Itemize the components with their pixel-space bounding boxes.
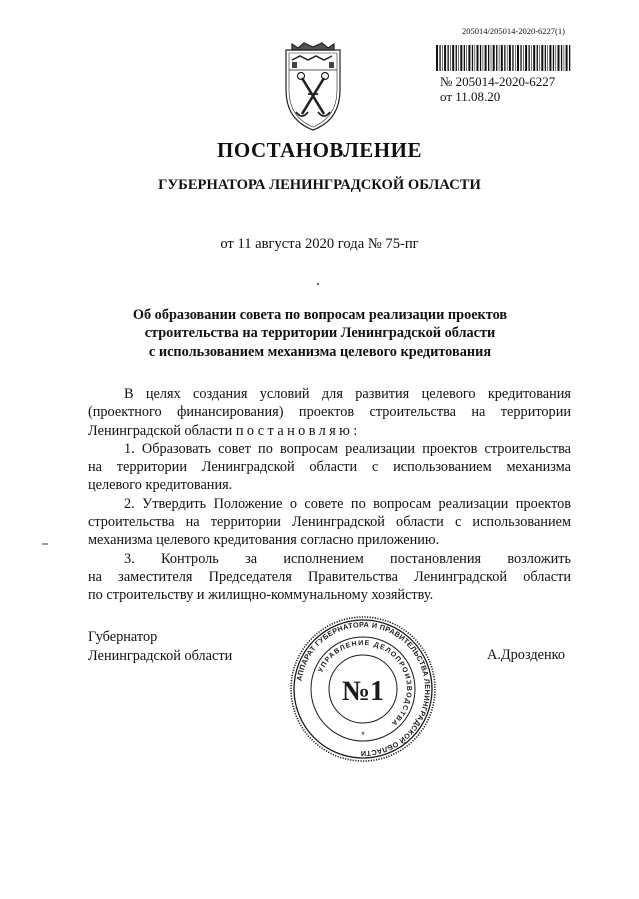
body-line: по строительству и жилищно-коммунальному хозяйству. xyxy=(88,587,434,604)
body-line: механизма целевого кредитования согласно приложению. xyxy=(88,532,440,549)
seal-number: №1 xyxy=(341,676,385,707)
body-line: 1. Образовать совет по вопросам реализации проектов строительства xyxy=(124,440,571,457)
position-line: Ленинградской области xyxy=(88,648,233,664)
body-line: 3. Контроль за исполнением постановления возложить xyxy=(124,550,571,567)
registration-info xyxy=(440,74,555,104)
document-body xyxy=(88,385,571,605)
heading-line: Об образовании совета по вопросам реализации проектов xyxy=(132,307,508,323)
body-line: (проектного финансирования) проектов строительства на территории xyxy=(88,404,571,421)
body-line: В целях создания условий для развития целевого кредитования xyxy=(124,386,571,402)
document-title: ПОСТАНОВЛЕНИЕ xyxy=(217,138,422,162)
position-line: Губернатор xyxy=(88,629,158,645)
margin-mark xyxy=(42,543,48,545)
official-seal-stamp xyxy=(288,614,438,764)
document-date-line: от 11 августа 2020 года № 75-пг xyxy=(220,236,419,252)
body-line xyxy=(88,422,571,440)
body-line: 2. Утвердить Положение о совете по вопросам реализации проектов xyxy=(124,495,571,512)
seal-star: * xyxy=(361,730,365,740)
heading-line: с использованием механизма целевого кредитования xyxy=(148,343,492,360)
leningrad-oblast-coat-of-arms-icon xyxy=(278,42,348,134)
document-id-top: 205014/205014-2020-6227(1) xyxy=(462,26,565,36)
resolution-word: постановляю: xyxy=(235,422,361,439)
decorative-dot xyxy=(317,283,319,285)
registration-date: от 11.08.20 xyxy=(440,89,501,104)
document-subtitle: ГУБЕРНАТОРА ЛЕНИНГРАДСКОЙ ОБЛАСТИ xyxy=(158,177,481,193)
registration-number: № 205014-2020-6227 xyxy=(440,74,556,89)
heading-line: строительства на территории Ленинградской области xyxy=(144,325,496,342)
body-line: строительства на территории Ленинградской области с использованием xyxy=(88,514,571,531)
intro-prefix: Ленинградской области xyxy=(88,422,236,439)
body-line: на территории Ленинградской области с использованием механизма xyxy=(88,459,571,476)
signatory-position xyxy=(88,628,232,666)
body-line: на заместителя Председателя Правительства Ленинградской области xyxy=(88,568,571,585)
document-heading xyxy=(80,306,560,361)
barcode-icon xyxy=(436,45,571,71)
signatory-name: А.Дрозденко xyxy=(487,647,565,663)
seal-inner-text: УПРАВЛЕНИЕ ДЕЛОПРОИЗВОДСТВА xyxy=(317,639,413,728)
body-line: целевого кредитования. xyxy=(88,477,233,494)
seal-outer-text: АППАРАТ ГУБЕРНАТОРА И ПРАВИТЕЛЬСТВА ЛЕНИНГРАДСКОЙ ОБЛАСТИ xyxy=(294,619,433,759)
